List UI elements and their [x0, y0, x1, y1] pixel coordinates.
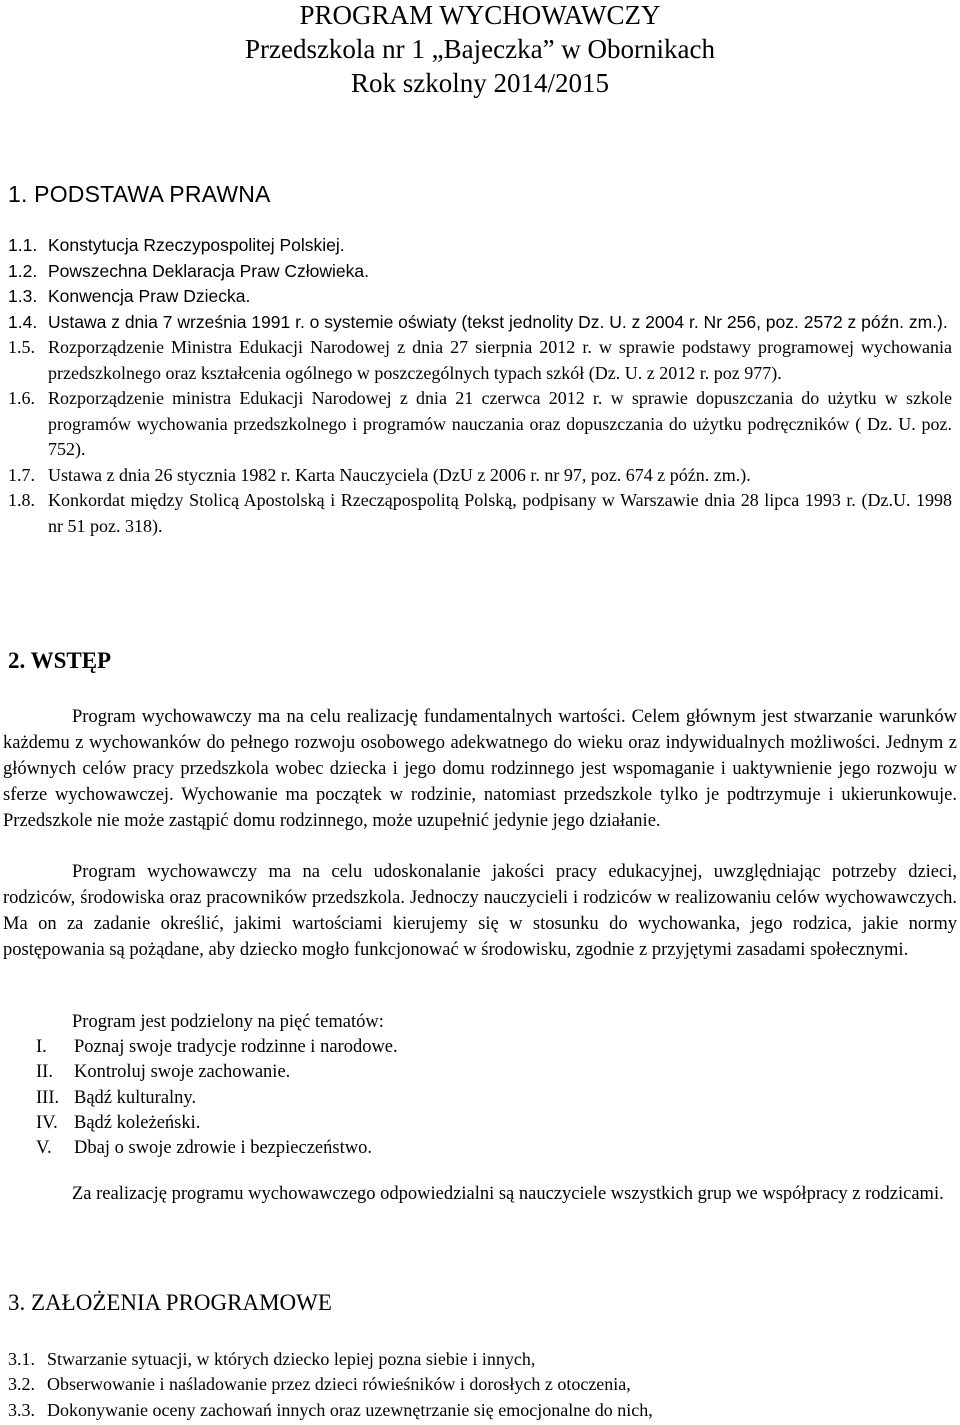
topic-item	[36, 1136, 960, 1161]
topic-item	[36, 1035, 960, 1060]
list-item	[8, 259, 952, 285]
intro-paragraph-1: Program wychowawczy ma na celu realizację fundamentalnych wartości. Celem głównym jest stwarzanie warunków każdemu z wychowanków do pełnego rozwoju osobowego adekwatnego do wieku oraz indywidualnych możliwości. Jednym z głównych celów pracy przedszkola wobec dziecka i jego domu rodzinnego jest wspomaganie i uaktywnienie jego rozwoju w sferze wychowawczej. Wychowanie ma początek w rodzinie, natomiast przedszkole tylko je podtrzymuje i ukierunkowuje. Przedszkole nie może zastąpić domu rodzinnego, może uzupełnić jedynie jego działanie.	[3, 707, 957, 831]
topic-text: Dbaj o swoje zdrowie i bezpieczeństwo.	[74, 1138, 372, 1159]
item-number: 1.2.	[8, 260, 38, 281]
item-number: 1.3.	[8, 286, 38, 306]
topic-item	[36, 1111, 960, 1136]
list-item	[8, 386, 952, 463]
topic-item	[36, 1086, 960, 1111]
section1-heading: 1. PODSTAWA PRAWNA	[8, 181, 271, 207]
item-text: Konwencja Praw Dziecka.	[48, 286, 251, 306]
item-number: 3.2.	[8, 1374, 35, 1395]
list-item	[8, 1398, 952, 1423]
item-text: Dokonywanie oceny zachowań innych oraz uzewnętrzanie się emocjonalne do nich,	[47, 1399, 653, 1420]
list-item	[8, 335, 952, 386]
item-number: 1.8.	[8, 490, 35, 510]
item-number: 3.1.	[8, 1349, 35, 1369]
topic-item	[36, 1060, 960, 1085]
list-item	[8, 1347, 952, 1372]
document-title	[0, 0, 960, 100]
item-text: Konkordat między Stolicą Apostolską i Rzecząpospolitą Polską, podpisany w Warszawie dnia 28 lipca 1993 r. (Dz.U. 1998 nr 51 poz. 318).	[48, 490, 952, 536]
list-item	[8, 310, 952, 336]
item-number: 1.4.	[8, 311, 38, 332]
item-number: 3.3.	[8, 1399, 35, 1420]
item-text: Powszechna Deklaracja Praw Człowieka.	[48, 260, 369, 281]
intro-paragraph-2: Program wychowawczy ma na celu udoskonalanie jakości pracy edukacyjnej, uwzględniając potrzeby dzieci, rodziców, środowiska oraz pracowników przedszkola. Jednoczy nauczycieli i rodziców w realizowaniu celów wychowawczych. Ma on za zadanie określić, jakimi wartościami kierujemy się w stosunku do wychowanka, jego rodzica, jakie normy postępowania są pożądane, aby dziecko mogło funkcjonować w środowisku, zgodnie z przyjętymi zasadami społecznymi.	[3, 862, 957, 960]
topic-text: Bądź kulturalny.	[74, 1087, 197, 1108]
topic-number: IV.	[36, 1112, 58, 1133]
title-line-program: PROGRAM WYCHOWAWCZY	[299, 0, 661, 30]
section3-heading	[8, 1290, 332, 1316]
item-number: 1.5.	[8, 337, 35, 357]
item-text: Obserwowanie i naśladowanie przez dzieci rówieśników i dorosłych z otoczenia,	[47, 1374, 631, 1395]
topic-number: III.	[36, 1087, 60, 1108]
topic-number: V.	[36, 1138, 52, 1159]
topic-number: II.	[36, 1062, 53, 1083]
topic-number: I.	[36, 1037, 47, 1057]
item-number: 1.1.	[8, 235, 38, 255]
list-item	[8, 233, 952, 259]
topic-text: Kontroluj swoje zachowanie.	[74, 1062, 291, 1083]
item-text: Rozporządzenie Ministra Edukacji Narodowej z dnia 27 sierpnia 2012 r. w sprawie podstawy programowej wychowania przedszkolnego oraz kształcenia ogólnego w poszczególnych typach szkół (Dz. U. z 2012 r. poz 977).	[48, 337, 952, 383]
topic-text: Bądź koleżeński.	[74, 1112, 201, 1133]
list-item	[8, 1372, 952, 1397]
list-item	[8, 488, 952, 539]
topic-text: Poznaj swoje tradycje rodzinne i narodowe.	[74, 1037, 398, 1057]
legal-basis-list	[8, 233, 952, 539]
closing-paragraph: Za realizację programu wychowawczego odpowiedzialni są nauczyciele wszystkich grup we współpracy z rodzicami.	[72, 1184, 944, 1204]
title-line-institution: Przedszkola nr 1 „Bajeczka” w Obornikach	[244, 34, 716, 64]
item-text: Stwarzanie sytuacji, w których dziecko lepiej pozna siebie i innych,	[47, 1349, 536, 1369]
section2-heading: 2. WSTĘP	[8, 648, 112, 673]
title-line-school-year: Rok szkolny 2014/2015	[350, 68, 609, 98]
list-item	[8, 463, 952, 489]
assumptions-list	[8, 1347, 952, 1423]
item-text: Rozporządzenie ministra Edukacji Narodowej z dnia 21 czerwca 2012 r. w sprawie dopuszczania do użytku w szkole programów wychowania przedszkolnego i programów nauczania oraz dopuszczania do użytku podręczników ( Dz. U. poz. 752).	[48, 388, 952, 459]
item-number: 1.6.	[8, 388, 35, 408]
item-text: Konstytucja Rzeczypospolitej Polskiej.	[48, 235, 345, 255]
item-number: 1.7.	[8, 464, 35, 485]
topics-intro: Program jest podzielony na pięć tematów:	[72, 1012, 384, 1032]
section3-heading-text: 3. ZAŁOŻENIA PROGRAMOWE	[8, 1290, 332, 1315]
item-text: Ustawa z dnia 7 września 1991 r. o systemie oświaty (tekst jednolity Dz. U. z 2004 r. Nr 256, poz. 2572 z późn. zm.).	[48, 311, 948, 332]
item-text: Ustawa z dnia 26 stycznia 1982 r. Karta Nauczyciela (DzU z 2006 r. nr 97, poz. 674 z późn. zm.).	[48, 464, 751, 485]
topics-list	[36, 1035, 960, 1161]
list-item	[8, 284, 952, 310]
